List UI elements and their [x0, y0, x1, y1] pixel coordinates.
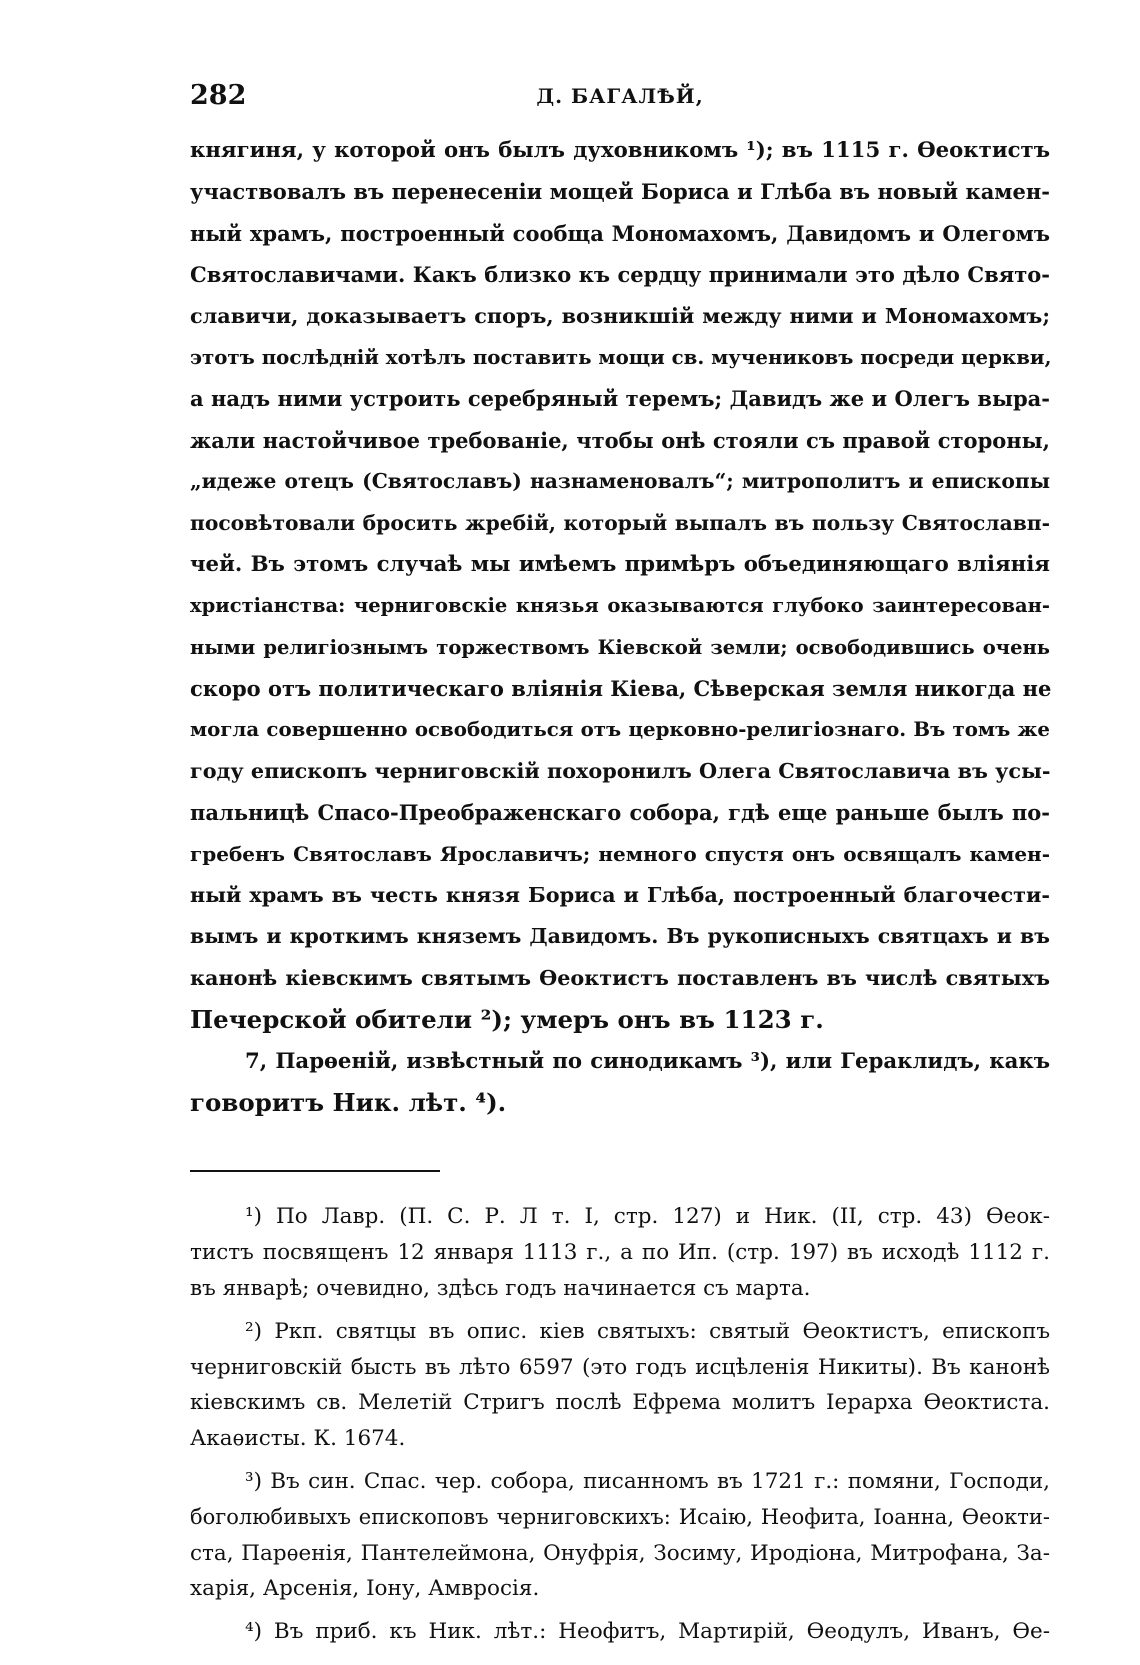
text-line: посовѣтовали бросить жребій, который выпалъ въ пользу Святославп-	[190, 510, 1050, 535]
text-line: канонѣ кіевскимъ святымъ Ѳеоктистъ поставленъ въ числѣ святыхъ	[190, 965, 1050, 990]
footnotes	[190, 1199, 1050, 1650]
footnote-line: черниговскій бысть въ лѣто 6597 (это годъ исцѣленія Никиты). Въ канонѣ	[190, 1354, 1050, 1380]
main-text	[190, 130, 1050, 1123]
footnote-divider	[190, 1170, 440, 1172]
footnote-line: ста, Парѳенія, Пантелеймона, Онуфрія, Зосиму, Иродіона, Митрофана, За-	[190, 1540, 1050, 1566]
footnote-line: кіевскимъ св. Мелетій Стригъ послѣ Ефрема молитъ Іерарха Ѳеоктиста.	[190, 1390, 1050, 1416]
footnote-1	[190, 1199, 1050, 1306]
text-line: участвовалъ въ перенесеніи мощей Бориса и Глѣба въ новый камен-	[190, 179, 1050, 205]
footnote-line: ¹) По Лавр. (П. С. Р. Л т. I, стр. 127) и Ник. (II, стр. 43) Ѳеок-	[245, 1204, 1050, 1230]
footnote-3	[190, 1464, 1050, 1607]
text-line: жали настойчивое требованіе, чтобы онѣ стояли съ правой стороны,	[190, 427, 1050, 453]
footnote-line: ³) Въ син. Спас. чер. собора, писанномъ въ 1721 г.: помяни, Господи,	[245, 1468, 1050, 1494]
footnote-line: харія, Арсенія, Іону, Амвросія.	[190, 1576, 540, 1602]
text-line: славичи, доказываетъ споръ, возникшій между ними и Мономахомъ;	[190, 303, 1050, 328]
text-line: Печерской обители ²); умеръ онъ въ 1123 г.	[190, 1005, 824, 1035]
footnote-line: ⁴) Въ приб. къ Ник. лѣт.: Неофитъ, Мартирій, Ѳеодулъ, Иванъ, Ѳе-	[245, 1619, 1050, 1645]
running-title: Д. БАГАЛѢЙ,	[536, 84, 704, 108]
footnote-line: ²) Ркп. святцы въ опис. кіев святыхъ: святый Ѳеоктистъ, епископъ	[245, 1318, 1050, 1344]
text-line: ный храмъ въ честь князя Бориса и Глѣба, построенный благочести-	[190, 883, 1050, 908]
footnote-line: боголюбивыхъ епископовъ черниговскихъ: Исаію, Неофита, Іоанна, Ѳеокти-	[190, 1504, 1050, 1529]
page-number: 282	[190, 80, 247, 111]
text-line: скоро отъ политическаго вліянія Кіева, Сѣверская земля никогда не	[190, 676, 1052, 702]
footnote-line: тистъ посвященъ 12 января 1113 г., а по Ип. (стр. 197) въ исходѣ 1112 г.	[190, 1240, 1050, 1266]
text-line: а надъ ними устроить серебряный теремъ; Давидъ же и Олегъ выра-	[190, 386, 1050, 412]
text-line: ный храмъ, построенный сообща Мономахомъ, Давидомъ и Олегомъ	[190, 220, 1050, 246]
text-line: княгиня, у которой онъ былъ духовникомъ ¹); въ 1115 г. Ѳеоктистъ	[190, 138, 1050, 163]
document-page	[190, 80, 1050, 1650]
text-line: чей. Въ этомъ случаѣ мы имѣемъ примѣръ объединяющаго вліянія	[190, 551, 1050, 577]
section-line: говоритъ Ник. лѣт. ⁴).	[190, 1087, 507, 1117]
footnote-2	[190, 1314, 1050, 1457]
text-line: гребенъ Святославъ Ярославичъ; немного спустя онъ освящалъ камен-	[190, 841, 1050, 866]
footnote-4	[190, 1614, 1050, 1650]
footnote-line: Акаѳисты. К. 1674.	[190, 1426, 406, 1452]
text-line: Святославичами. Какъ близко къ сердцу принимали это дѣло Свято-	[190, 262, 1050, 288]
text-line: могла совершенно освободиться отъ церковно-религіознаго. Въ томъ же	[190, 717, 1050, 742]
text-line: вымъ и кроткимъ княземъ Давидомъ. Въ рукописныхъ святцахъ и въ	[190, 924, 1050, 949]
page-header	[190, 80, 1050, 130]
text-line: христіанства: черниговскіе князья оказываются глубоко заинтересован-	[190, 594, 1050, 618]
text-line: году епископъ черниговскій похоронилъ Олега Святославича въ усы-	[190, 758, 1051, 783]
text-line: этотъ послѣдній хотѣлъ поставить мощи св. мучениковъ посреди церкви,	[190, 344, 1052, 369]
text-line: ными религіознымъ торжествомъ Кіевской земли; освободившись очень	[190, 635, 1050, 659]
text-line: „идеже отецъ (Святославъ) назнаменовалъ“; митрополитъ и епископы	[190, 469, 1050, 494]
text-line: пальницѣ Спасо-Преображенскаго собора, гдѣ еще раньше былъ по-	[190, 800, 1050, 826]
footnote-line: въ январѣ; очевидно, здѣсь годъ начинается съ марта.	[190, 1275, 811, 1301]
section-heading-line: 7, Парѳеній, извѣстный по синодикамъ ³), или Гераклидъ, какъ	[245, 1048, 1050, 1074]
